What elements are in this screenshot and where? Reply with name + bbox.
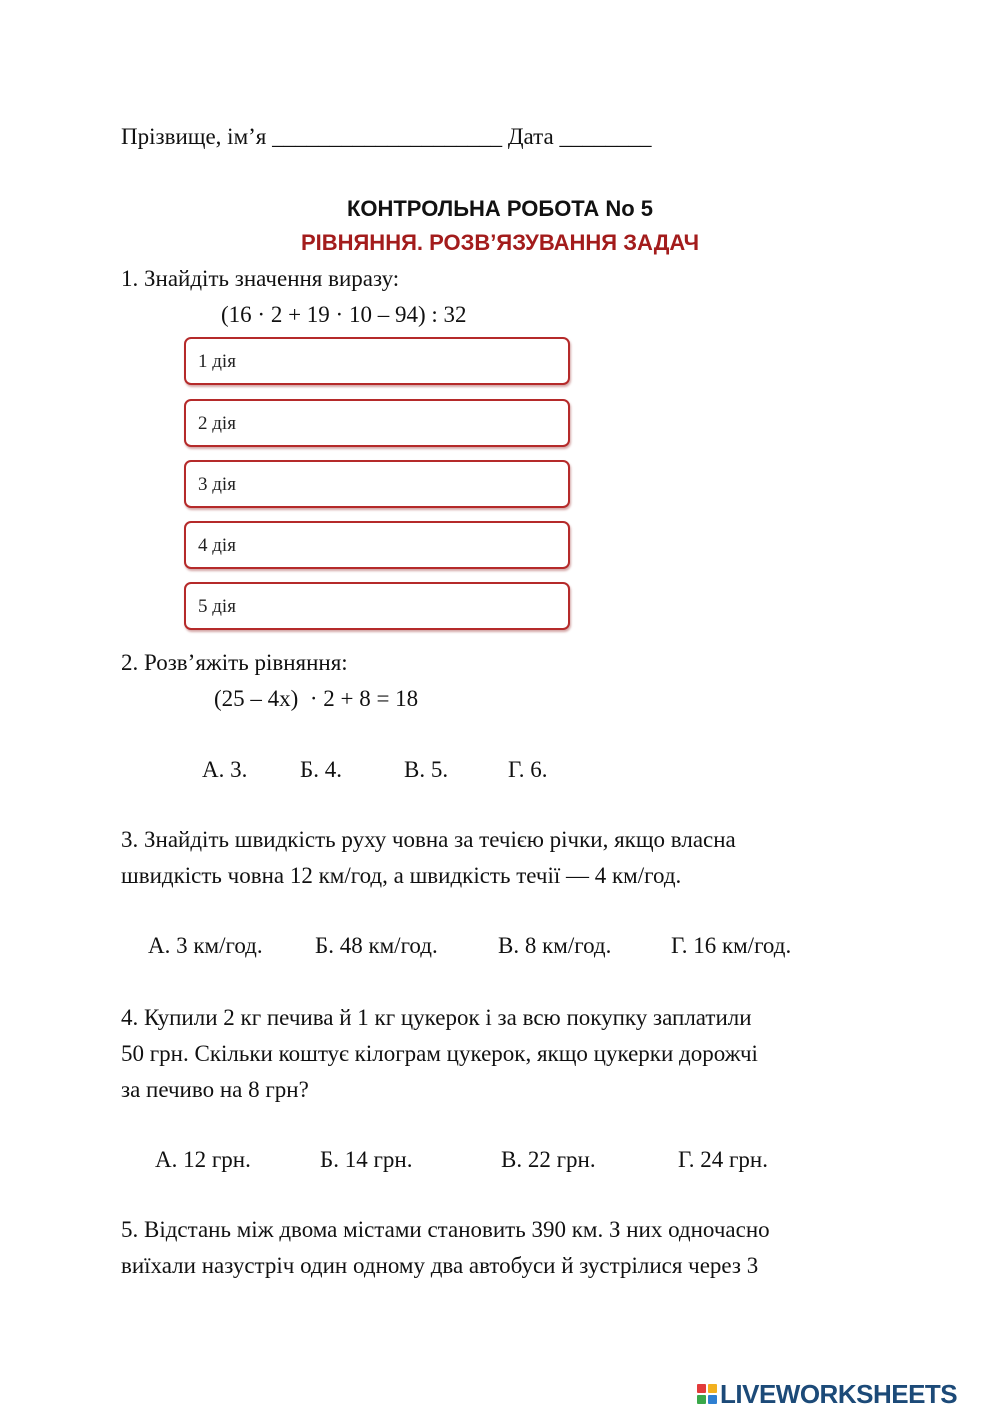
q4-option-a[interactable]: А. 12 грн. [155,1147,251,1172]
q1-step-1-box[interactable] [184,337,570,385]
q3-text-line-1: 3. Знайдіть швидкість руху човна за течією річки, якщо власна [121,827,736,852]
q1-step-2-label: 2 дія [198,413,236,434]
q2-option-a[interactable]: А. 3. [202,757,248,782]
q1-step-3-label: 3 дія [198,474,236,495]
q2-equation: (25 – 4х) · 2 + 8 = 18 [214,686,419,711]
q3-text-line-2: швидкість човна 12 км/год, а швидкість течії — 4 км/год. [121,863,682,888]
logo-square-blue [708,1395,717,1404]
q4-text-line-3: за печиво на 8 грн? [121,1077,309,1102]
q1-step-5-label: 5 дія [198,596,236,617]
q3-option-b[interactable]: Б. 48 км/год. [315,933,438,958]
logo-square-green [697,1395,706,1404]
q4-text-line-2: 50 грн. Скільки коштує кілограм цукерок, якщо цукерки дорожчі [121,1041,758,1066]
q1-step-4-box[interactable] [184,521,570,569]
q5-text-line-1: 5. Відстань між двома містами становить 390 км. З них одночасно [121,1217,770,1242]
q1-step-3-box[interactable] [184,460,570,508]
q3-option-a[interactable]: А. 3 км/год. [148,933,263,958]
q2-option-b[interactable]: Б. 4. [300,757,342,782]
q1-step-2-box[interactable] [184,399,570,447]
q1-prompt: 1. Знайдіть значення виразу: [121,266,400,291]
liveworksheets-logo [697,1379,957,1409]
test-subtitle: РІВНЯННЯ. РОЗВ’ЯЗУВАННЯ ЗАДАЧ [300,230,700,255]
logo-square-red [697,1384,706,1393]
q1-step-5-box[interactable] [184,582,570,630]
q4-text-line-1: 4. Купили 2 кг печива й 1 кг цукерок і за всю покупку заплатили [121,1005,752,1030]
q2-option-d[interactable]: Г. 6. [508,757,548,782]
q5-text-line-2: виїхали назустріч один одному два автобуси й зустрілися через 3 [121,1253,759,1278]
q4-option-c[interactable]: В. 22 грн. [501,1147,596,1172]
logo-square-yellow [708,1384,717,1393]
q1-expression: (16 · 2 + 19 · 10 – 94) : 32 [221,302,467,327]
q3-option-d[interactable]: Г. 16 км/год. [671,933,792,958]
q2-prompt: 2. Розв’яжіть рівняння: [121,650,348,675]
q4-option-b[interactable]: Б. 14 грн. [320,1147,413,1172]
logo-text: LIVEWORKSHEETS [720,1378,958,1409]
q4-option-d[interactable]: Г. 24 грн. [678,1147,768,1172]
q1-step-1-label: 1 дія [198,351,236,372]
q1-step-4-label: 4 дія [198,535,236,556]
q2-option-c[interactable]: В. 5. [404,757,449,782]
test-title: КОНТРОЛЬНА РОБОТА No 5 [346,196,654,221]
logo-squares-icon [697,1384,717,1404]
q3-option-c[interactable]: В. 8 км/год. [498,933,612,958]
name-date-line: Прізвище, ім’я ____________________ Дата ________ [121,124,652,149]
